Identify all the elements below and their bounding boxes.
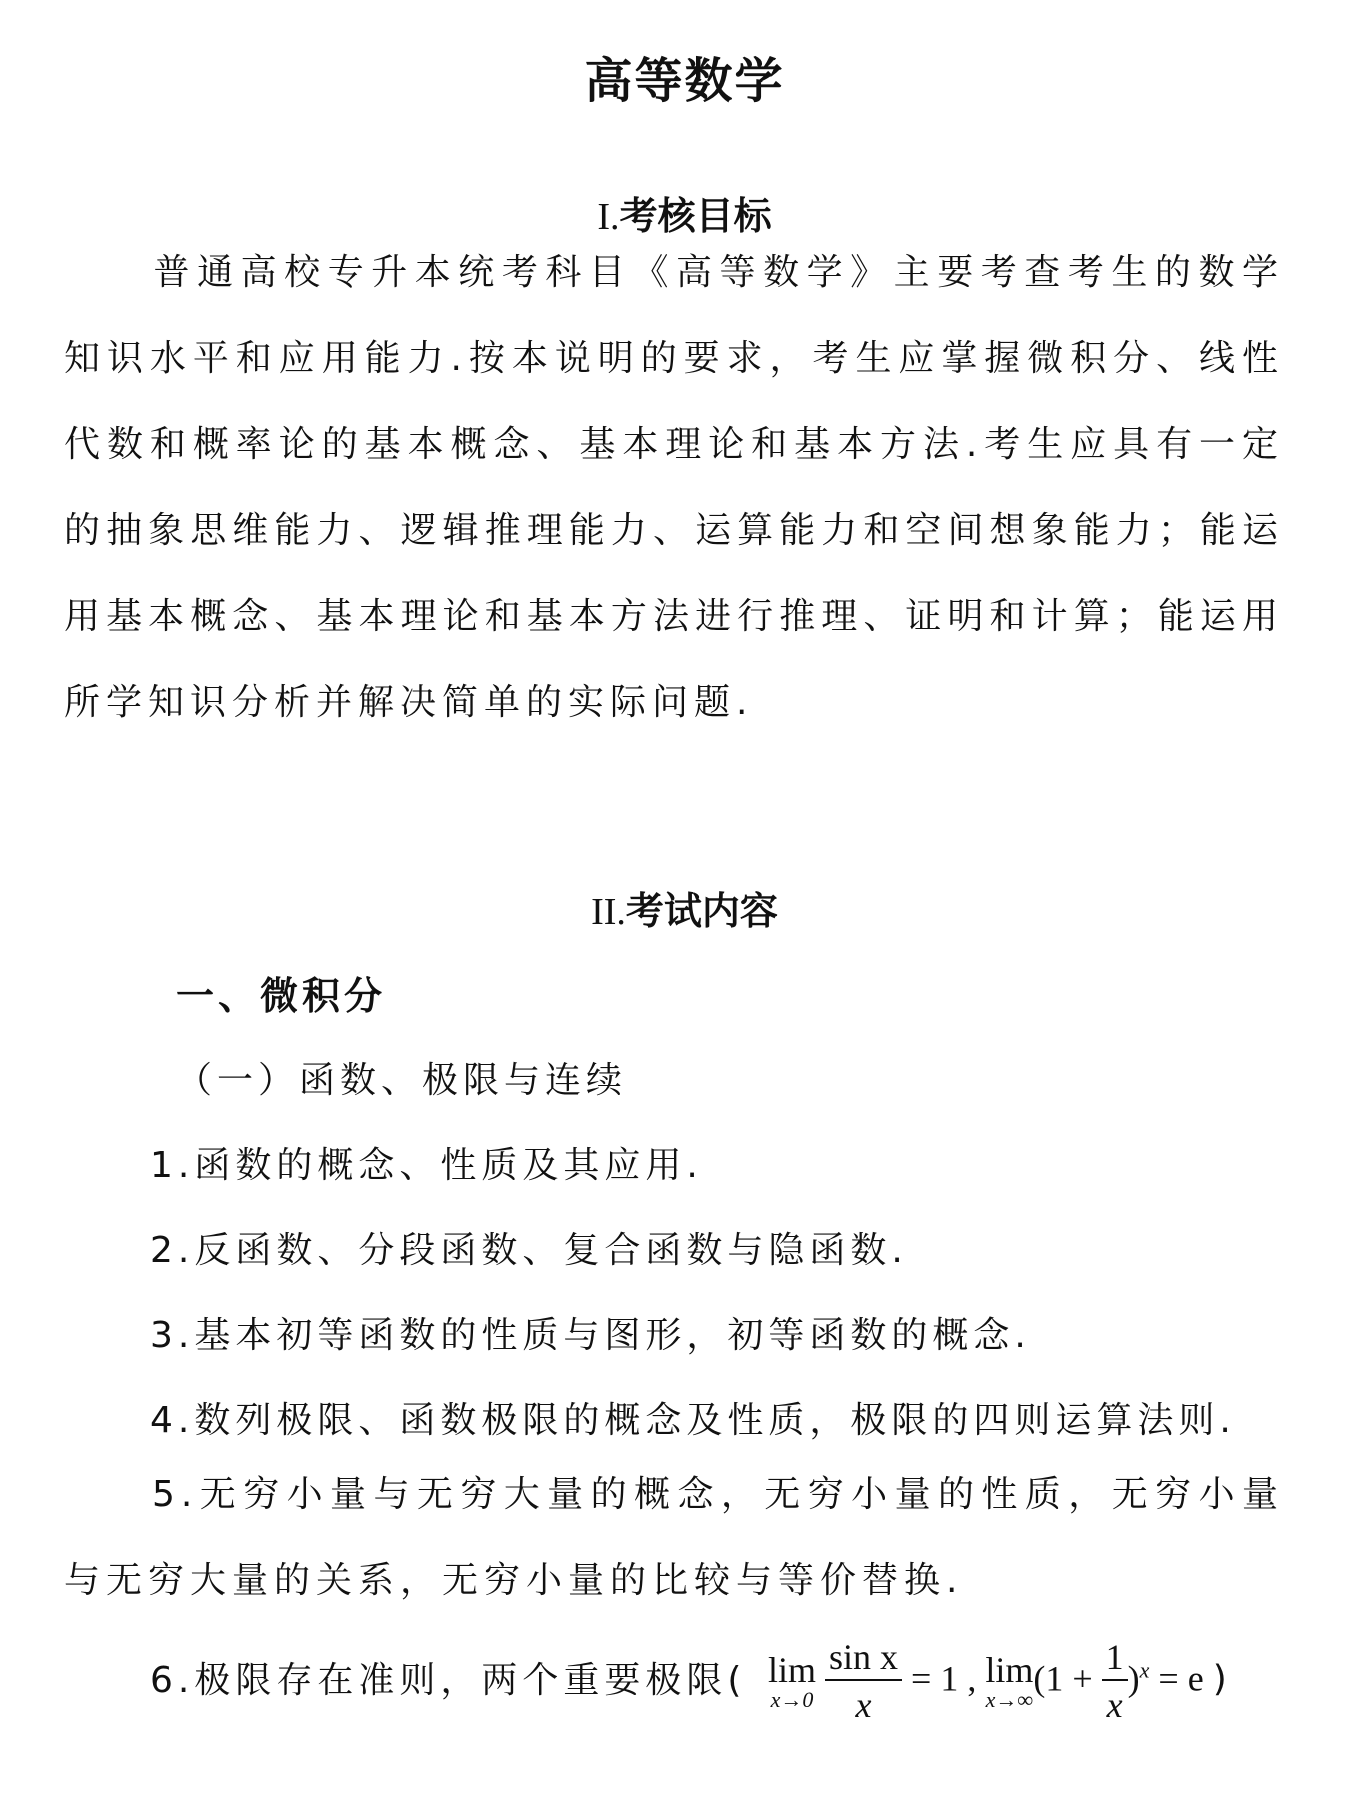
- page-title: 高等数学: [584, 53, 785, 109]
- expression-close: ): [1127, 1658, 1140, 1699]
- fraction-one-over-x: $\frac{1}{x}$: [1102, 1635, 1128, 1729]
- expression-open: (1 +: [1033, 1658, 1093, 1699]
- list-item: 1.函数的概念、性质及其应用.: [150, 1145, 703, 1186]
- part-heading: 一、微积分: [176, 974, 387, 1018]
- important-limits-formula: [768, 1635, 1227, 1729]
- list-item: 5.无穷小量与无穷大量的概念，无穷小量的性质，无穷小量与无穷大量的关系，无穷小量的比较与等价替换.: [64, 1474, 1284, 1601]
- equals-e: = e: [1158, 1658, 1204, 1699]
- list-item-5: [64, 1452, 1284, 1624]
- section-numeral: II.: [591, 891, 626, 933]
- section-heading-text: 考试内容: [625, 888, 778, 933]
- list-item: 4.数列极限、函数极限的概念及性质，极限的四则运算法则.: [150, 1400, 1236, 1441]
- section-heading-text: 考核目标: [619, 193, 772, 238]
- list-item: 6.极限存在准则，两个重要极限(: [150, 1660, 747, 1701]
- limit-operator: lim x→∞: [985, 1650, 1034, 1712]
- limit-operator: lim x→0: [768, 1650, 817, 1712]
- exponent: x: [1139, 1657, 1150, 1683]
- equals-one: = 1 ,: [911, 1658, 977, 1699]
- closing-paren: ): [1212, 1658, 1227, 1700]
- section-heading-content: [0, 880, 1369, 935]
- section-numeral: I.: [597, 196, 620, 238]
- list-item: 2.反函数、分段函数、复合函数与隐函数.: [150, 1230, 908, 1271]
- subpart-heading: （一）函数、极限与连续: [176, 1060, 628, 1101]
- fraction-sin-x-over-x: $\frac{\text{sin x}}{x}$: [825, 1635, 902, 1729]
- list-item: 3.基本初等函数的性质与图形，初等函数的概念.: [150, 1315, 1031, 1356]
- objectives-paragraph: [64, 230, 1284, 746]
- objectives-text: 普通高校专升本统考科目《高等数学》主要考查考生的数学知识水平和应用能力.按本说明的要求，考生应掌握微积分、线性代数和概率论的基本概念、基本理论和基本方法.考生应具有一定的抽象思维能力、逻辑推理能力、运算能力和空间想象能力；能运用基本概念、基本理论和基本方法进行推理、证明和计算；能运用所学知识分析并解决简单的实际问题.: [64, 252, 1284, 723]
